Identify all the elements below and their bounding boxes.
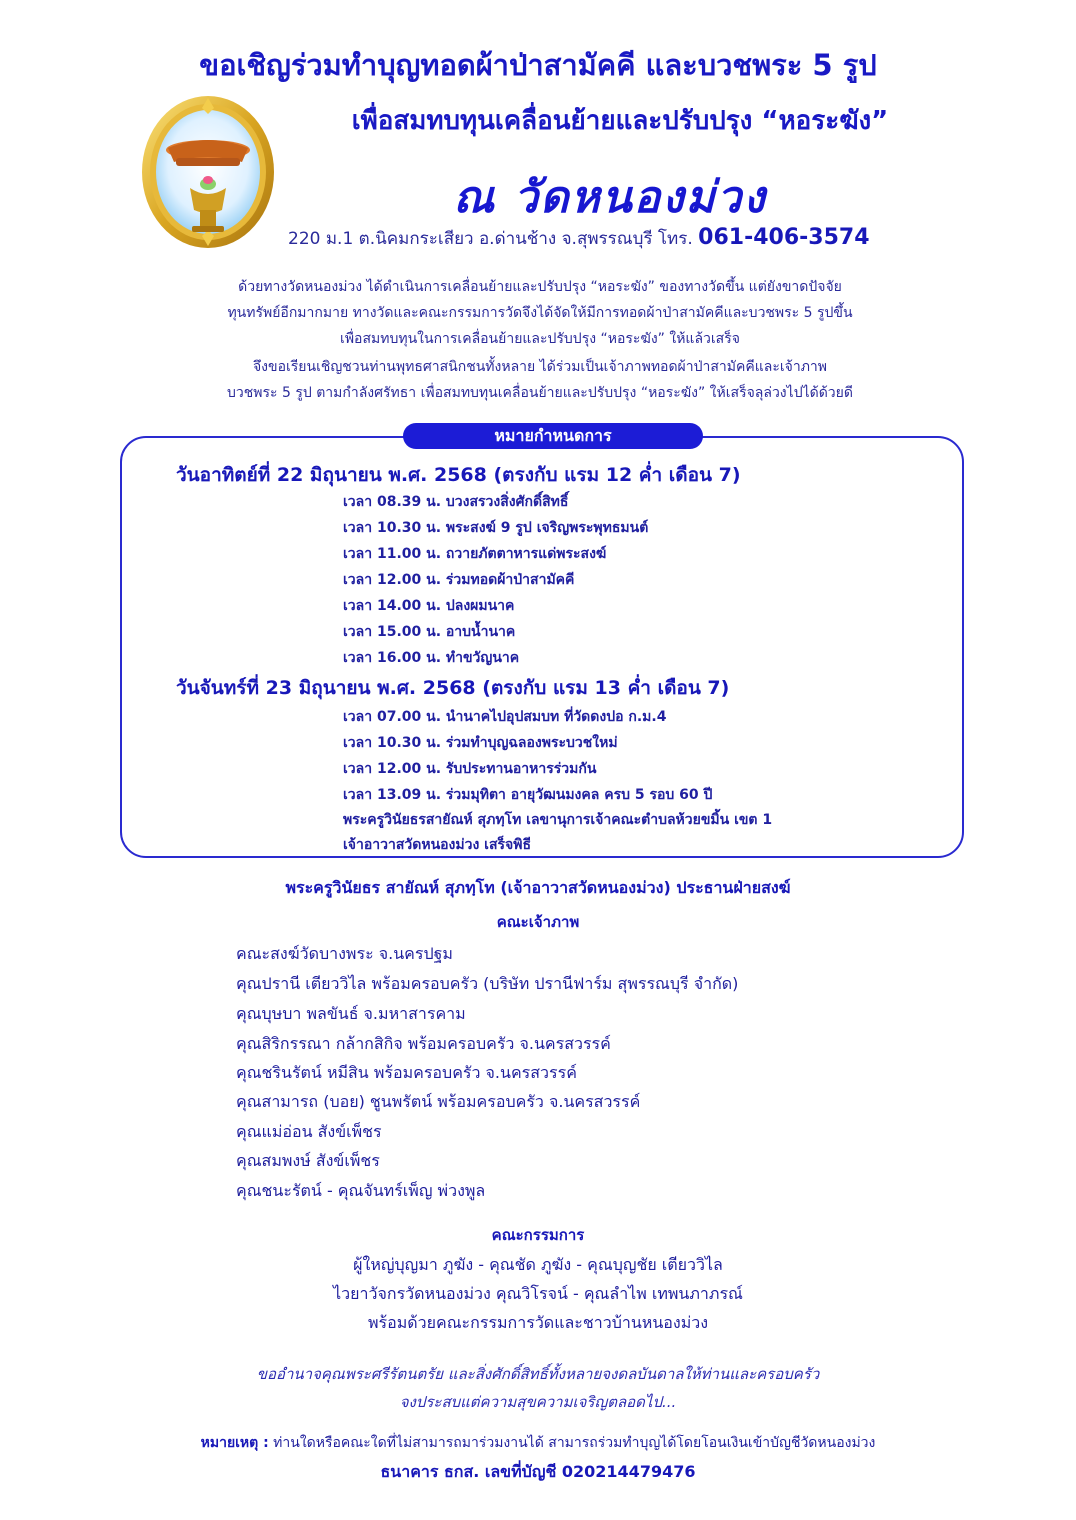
schedule-item: เวลา 13.09 น. ร่วมมุทิตา อายุวัฒนมงคล ครบ 5 รอบ 60 ปี	[343, 787, 713, 803]
bank-account: ธนาคาร ธกส. เลขที่บัญชี 020214479476	[380, 1462, 696, 1481]
schedule-item: เวลา 16.00 น. ทำขวัญนาค	[343, 650, 520, 666]
hosts-heading: คณะเจ้าภาพ	[496, 913, 580, 931]
intro-line: บวชพระ 5 รูป ตามกำลังศรัทธา เพื่อสมทบทุนเคลื่อนย้ายและปรับปรุง “หอระฆัง” ให้เสร็จลุล่วงไปได้ด้วยดี	[227, 385, 853, 401]
intro-line: ทุนทรัพย์อีกมากมาย ทางวัดและคณะกรรมการวัดจึงได้จัดให้มีการทอดผ้าป่าสามัคคีและบวชพระ 5 รูปขึ้น	[227, 305, 853, 321]
schedule-item: เวลา 15.00 น. อาบน้ำนาค	[343, 624, 516, 640]
schedule-day-1: วันอาทิตย์ที่ 22 มิถุนายน พ.ศ. 2568 (ตรงกับ แรม 12 ค่ำ เดือน 7)	[176, 464, 741, 486]
committee-line: ไวยาวัจกรวัดหนองม่วง คุณวิโรจน์ - คุณลำไพ เทพนภาภรณ์	[333, 1284, 743, 1303]
president-line: พระครูวินัยธร สายัณห์ สุภทฺโท (เจ้าอาวาสวัดหนองม่วง) ประธานฝ่ายสงฆ์	[285, 878, 791, 897]
address-text: 220 ม.1 ต.นิคมกระเสียว อ.ด่านช้าง จ.สุพรรณบุรี โทร.	[288, 229, 693, 249]
committee-line: พร้อมด้วยคณะกรรมการวัดและชาวบ้านหนองม่วง	[367, 1313, 709, 1332]
committee-heading: คณะกรรมการ	[491, 1226, 585, 1244]
note-text: ท่านใดหรือคณะใดที่ไม่สามารถมาร่วมงานได้ สามารถร่วมทำบุญได้โดยโอนเงินเข้าบัญชีวัดหนองม่วง	[268, 1435, 876, 1451]
note-line	[0, 1432, 1076, 1454]
schedule-item: เวลา 11.00 น. ถวายภัตตาหารแด่พระสงฆ์	[343, 546, 607, 562]
temple-emblem-icon	[138, 92, 278, 252]
blessing-line: ขออำนาจคุณพระศรีรัตนตรัย และสิ่งศักดิ์สิทธิ์ทั้งหลายจงดลบันดาลให้ท่านและครอบครัว	[256, 1365, 820, 1383]
intro-line: ด้วยทางวัดหนองม่วง ได้ดำเนินการเคลื่อนย้ายและปรับปรุง “หอระฆัง” ของทางวัดขึ้น แต่ยังขาดปัจจัย	[238, 279, 842, 295]
host-item: คุณแม่อ่อน สังข์เพ็ชร	[236, 1122, 382, 1141]
host-item: คุณชนะรัตน์ - คุณจันทร์เพ็ญ พ่วงพูล	[236, 1181, 486, 1200]
schedule-item: เวลา 10.30 น. ร่วมทำบุญฉลองพระบวชใหม่	[343, 735, 618, 751]
intro-line: จึงขอเรียนเชิญชวนท่านพุทธศาสนิกชนทั้งหลาย ได้ร่วมเป็นเจ้าภาพทอดผ้าป่าสามัคคีและเจ้าภาพ	[252, 359, 828, 375]
blessing-line: จงประสบแต่ความสุขความเจริญตลอดไป...	[399, 1393, 677, 1411]
schedule-item: เวลา 08.39 น. บวงสรวงสิ่งศักดิ์สิทธิ์	[343, 494, 569, 510]
phone-number: 061-406-3574	[698, 225, 870, 250]
host-item: คุณปรานี เตียววิไล พร้อมครอบครัว (บริษัท ปรานีฟาร์ม สุพรรณบุรี จำกัด)	[236, 974, 739, 993]
intro-line: เพื่อสมทบทุนในการเคลื่อนย้ายและปรับปรุง “หอระฆัง” ให้แล้วเสร็จ	[340, 331, 740, 347]
intro-paragraph-1	[140, 274, 940, 352]
host-item: คุณสมพงษ์ สังข์เพ็ชร	[236, 1151, 380, 1170]
host-item: คุณสามารถ (บอย) ชูนพรัตน์ พร้อมครอบครัว จ.นครสวรรค์	[236, 1092, 641, 1111]
intro-paragraph-2	[140, 354, 940, 406]
address-line	[288, 225, 870, 252]
committee-line: ผู้ใหญ่บุญมา ภูฆัง - คุณชัด ภูฆัง - คุณบุญชัย เตียววิไล	[353, 1255, 723, 1274]
schedule-item: พระครูวินัยธรสายัณห์ สุภทฺโท เลขานุการเจ้าคณะตำบลห้วยขมิ้น เขต 1	[343, 812, 773, 828]
schedule-label: หมายกำหนดการ	[403, 423, 703, 449]
note-label: หมายเหตุ :	[200, 1435, 269, 1451]
title-line2: เพื่อสมทบทุนเคลื่อนย้ายและปรับปรุง “หอระฆัง”	[351, 106, 889, 136]
host-item: คุณสิริกรรณา กล้ากสิกิจ พร้อมครอบครัว จ.นครสวรรค์	[236, 1034, 611, 1053]
host-item: คณะสงฆ์วัดบางพระ จ.นครปฐม	[236, 944, 453, 963]
schedule-item: เวลา 07.00 น. นำนาคไปอุปสมบท ที่วัดดงปอ ก.ม.4	[343, 709, 667, 725]
schedule-item: เวลา 14.00 น. ปลงผมนาค	[343, 598, 515, 614]
schedule-item: เวลา 12.00 น. รับประทานอาหารร่วมกัน	[343, 761, 597, 777]
schedule-day-2: วันจันทร์ที่ 23 มิถุนายน พ.ศ. 2568 (ตรงกับ แรม 13 ค่ำ เดือน 7)	[176, 677, 730, 699]
schedule-item: เวลา 12.00 น. ร่วมทอดผ้าป่าสามัคคี	[343, 572, 575, 588]
schedule-item: เวลา 10.30 น. พระสงฆ์ 9 รูป เจริญพระพุทธมนต์	[343, 520, 649, 536]
schedule-item: เจ้าอาวาสวัดหนองม่วง เสร็จพิธี	[343, 837, 532, 853]
host-item: คุณบุษบา พลขันธ์ จ.มหาสารคาม	[236, 1004, 466, 1023]
temple-name: ณ วัดหนองม่วง	[453, 172, 767, 223]
host-item: คุณชรินรัตน์ หมีสิน พร้อมครอบครัว จ.นครสวรรค์	[236, 1063, 577, 1082]
title-line1: ขอเชิญร่วมทำบุญทอดผ้าป่าสามัคคี และบวชพระ 5 รูป	[199, 48, 877, 82]
